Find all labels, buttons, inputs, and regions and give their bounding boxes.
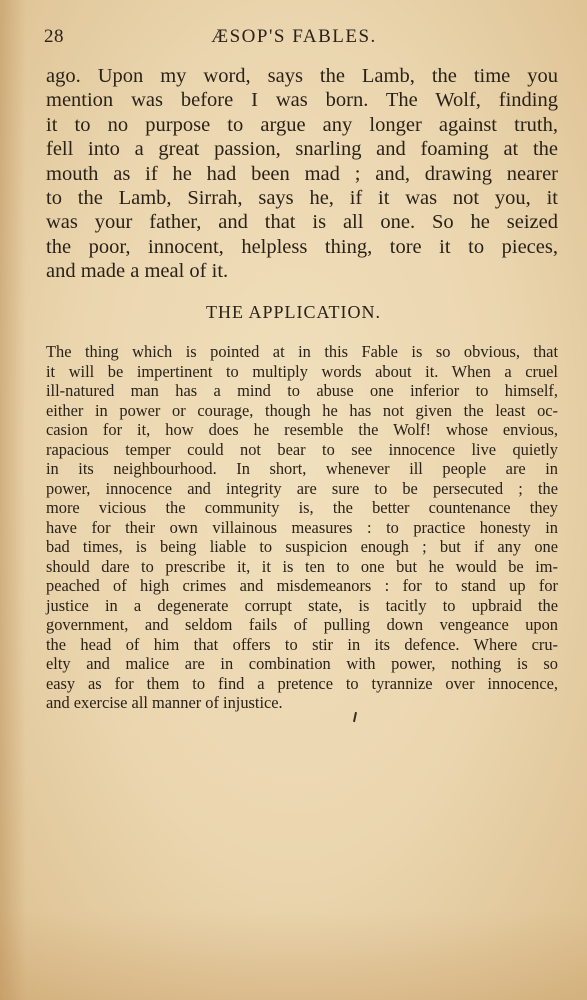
text-line: and made a meal of it.: [46, 260, 229, 283]
application-line: The thing which is pointed at in this Fable is so obvious, that: [46, 342, 558, 361]
application-line: easy as for them to find a pretence to tyrannize over innocence,: [46, 673, 558, 693]
page-bottom-stain: [0, 910, 587, 1000]
application-line: justice in a degenerate corrupt state, is tacitly to upbraid the: [46, 595, 558, 615]
application-line: should dare to prescribe it, it is ten to one but he would be im-: [46, 556, 558, 576]
text-line: ago. Upon my word, says the Lamb, the time you: [46, 65, 558, 87]
text-line: was your father, and that is all one. So he seized: [46, 211, 558, 234]
text-line: to the Lamb, Sirrah, says he, if it was not you, it: [46, 186, 558, 209]
text-line: fell into a great passion, snarling and foaming at the: [46, 138, 558, 161]
ink-mark: [353, 712, 357, 722]
application-line: have for their own villainous measures : to practice honesty in: [46, 517, 558, 537]
application-line: the head of him that offers to stir in its defence. Where cru-: [46, 634, 558, 654]
application-line: more vicious the community is, the better countenance they: [46, 498, 558, 517]
page-number: 28: [44, 26, 64, 47]
page-edge-stain: [0, 0, 26, 1000]
page-header: [44, 26, 544, 52]
application-text: [46, 342, 558, 713]
application-line: government, and seldom fails of pulling down vengeance upon: [46, 615, 558, 634]
application-line: it will be impertinent to multiply words about it. When a cruel: [46, 361, 558, 381]
application-line: ill-natured man has a mind to abuse one inferior to himself,: [46, 381, 558, 400]
application-line: casion for it, how does he resemble the Wolf! whose envious,: [46, 420, 558, 439]
text-line: the poor, innocent, helpless thing, tore it to pieces,: [46, 235, 558, 258]
application-line: rapacious temper could not bear to see innocence live quietly: [46, 439, 558, 459]
running-head: ÆSOP'S FABLES.: [211, 26, 377, 47]
application-line: either in power or courage, though he has not given the least oc-: [46, 400, 558, 420]
fable-text: [46, 64, 558, 284]
application-line: power, innocence and integrity are sure to be persecuted ; the: [46, 478, 558, 498]
application-line: peached of high crimes and misdemeanors : for to stand up for: [46, 576, 558, 595]
application-line: in its neighbourhood. In short, whenever ill people are in: [46, 459, 558, 478]
text-line: mention was before I was born. The Wolf, finding: [46, 89, 558, 112]
section-title: THE APPLICATION.: [205, 302, 381, 322]
text-line: it to no purpose to argue any longer against truth,: [46, 113, 558, 136]
application-line: and exercise all manner of injustice.: [46, 693, 283, 712]
application-line: bad times, is being liable to suspicion enough ; but if any one: [46, 537, 558, 556]
application-line: elty and malice are in combination with power, nothing is so: [46, 654, 558, 673]
text-line: mouth as if he had been mad ; and, drawing nearer: [46, 162, 558, 185]
